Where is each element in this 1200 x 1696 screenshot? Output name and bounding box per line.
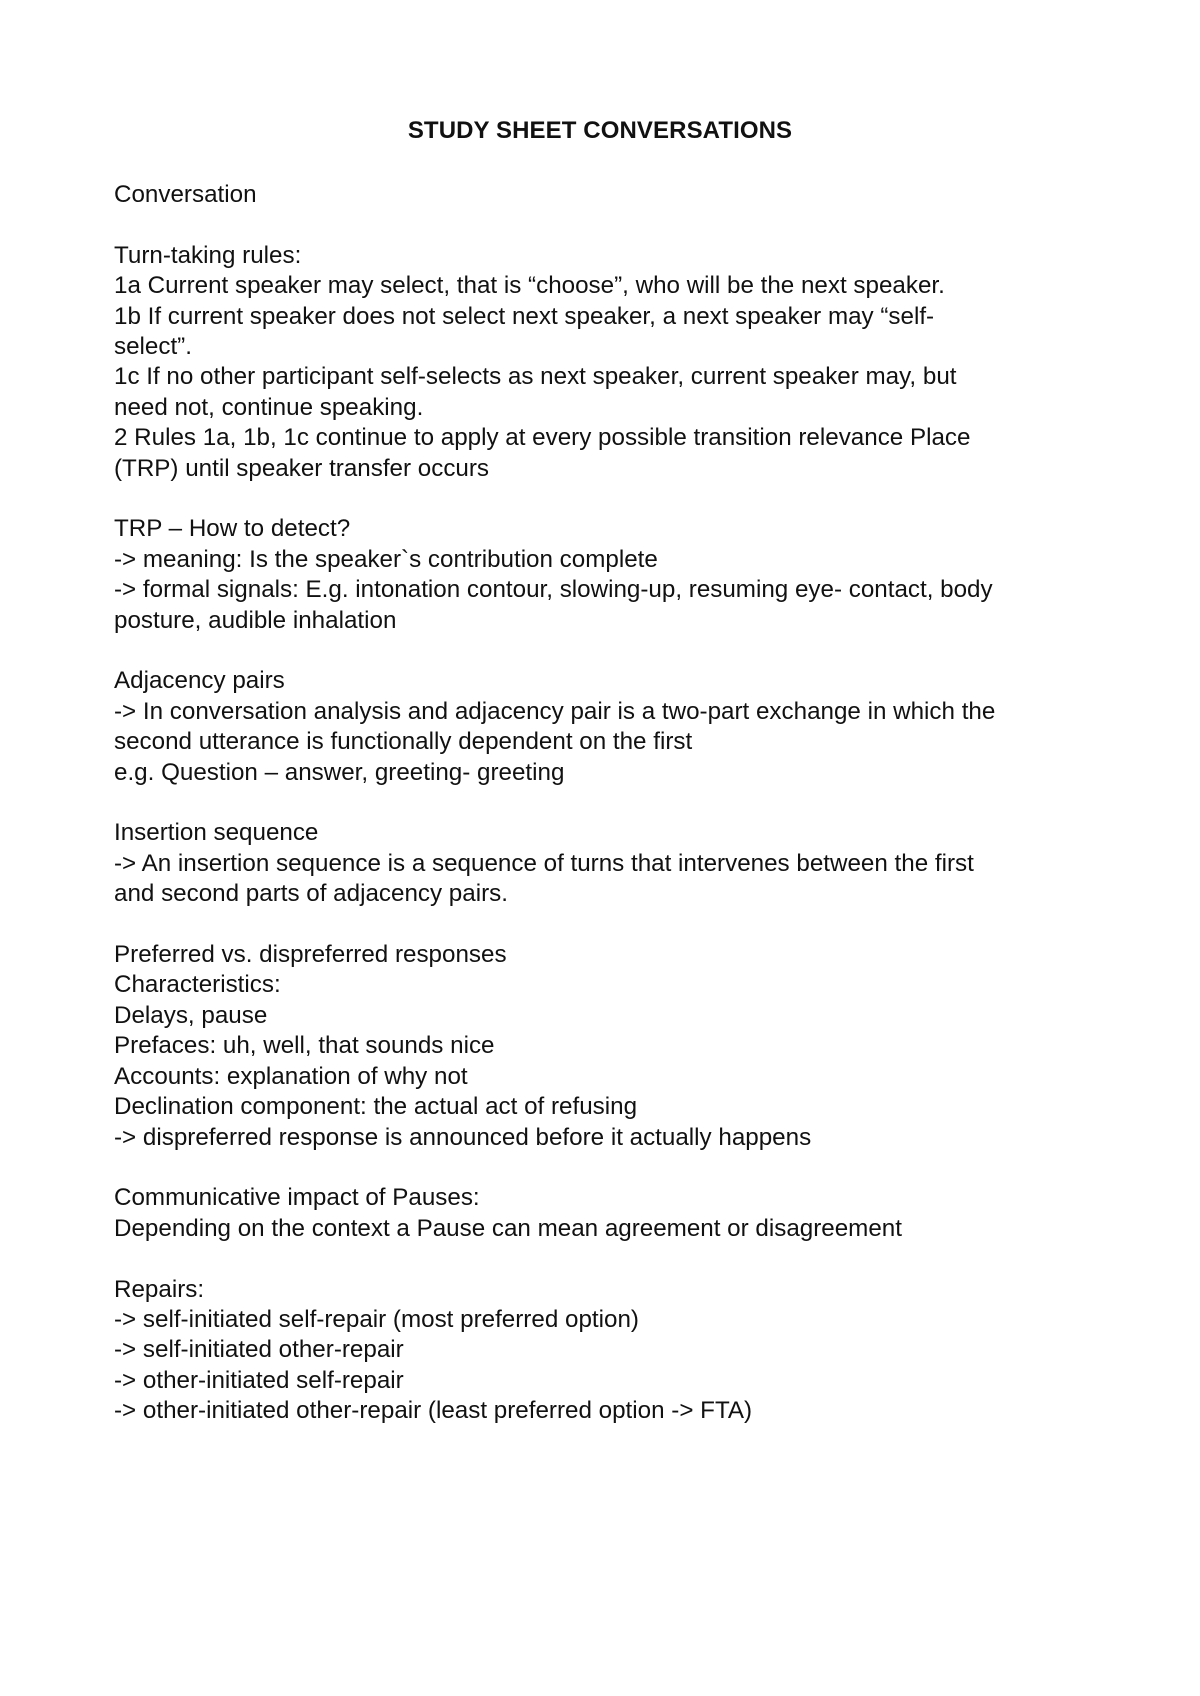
text-line: 2 Rules 1a, 1b, 1c continue to apply at every possible transition relevance Place <box>114 424 971 452</box>
text-line: -> dispreferred response is announced before it actually happens <box>114 1123 812 1151</box>
section-heading-line: Insertion sequence <box>114 819 319 847</box>
section-spacer <box>114 484 1114 514</box>
section-heading-line: Preferred vs. dispreferred responses <box>114 941 507 969</box>
text-line: Depending on the context a Pause can mean agreement or disagreement <box>114 1214 902 1242</box>
text-line: -> other-initiated other-repair (least preferred option -> FTA) <box>114 1397 753 1425</box>
text-line: -> formal signals: E.g. intonation contour, slowing-up, resuming eye- contact, body <box>114 576 993 604</box>
text-line: posture, audible inhalation <box>114 606 397 634</box>
text-line: second utterance is functionally dependent on the first <box>114 728 693 756</box>
section-spacer <box>114 636 1114 666</box>
text-line: and second parts of adjacency pairs. <box>114 880 508 908</box>
text-line: need not, continue speaking. <box>114 393 424 421</box>
text-line: -> In conversation analysis and adjacency pair is a two-part exchange in which the <box>114 697 996 725</box>
section-heading-line: Repairs: <box>114 1275 205 1303</box>
section-heading-line: Conversation <box>114 181 257 208</box>
text-line: (TRP) until speaker transfer occurs <box>114 454 490 482</box>
text-line: -> meaning: Is the speaker`s contribution complete <box>114 545 658 573</box>
section-spacer <box>114 210 1114 240</box>
document-section <box>114 180 1114 210</box>
text-line: e.g. Question – answer, greeting- greeting <box>114 758 565 786</box>
section-spacer <box>114 1153 1114 1183</box>
text-line: Accounts: explanation of why not <box>114 1062 468 1090</box>
document-section <box>114 666 1114 788</box>
section-spacer <box>114 1244 1114 1274</box>
text-line: select”. <box>114 333 192 361</box>
text-line: Prefaces: uh, well, that sounds nice <box>114 1032 495 1060</box>
text-line: 1b If current speaker does not select next speaker, a next speaker may “self- <box>114 302 935 330</box>
document-title: STUDY SHEET CONVERSATIONS <box>407 117 793 144</box>
document-section <box>114 1183 1114 1244</box>
section-heading-line: Turn-taking rules: <box>114 241 302 269</box>
text-line: -> self-initiated other-repair <box>114 1336 404 1364</box>
text-line: -> other-initiated self-repair <box>114 1366 404 1394</box>
document-section <box>114 818 1114 909</box>
section-heading-line: Communicative impact of Pauses: <box>114 1184 480 1212</box>
section-heading-line: TRP – How to detect? <box>114 515 351 543</box>
text-line: 1c If no other participant self-selects as next speaker, current speaker may, but <box>114 363 957 391</box>
section-spacer <box>114 788 1114 818</box>
document-section <box>114 241 1114 484</box>
text-line: 1a Current speaker may select, that is “choose”, who will be the next speaker. <box>114 272 945 300</box>
text-line: -> An insertion sequence is a sequence of turns that intervenes between the first <box>114 849 974 877</box>
document-section <box>114 940 1114 1153</box>
section-heading-line: Adjacency pairs <box>114 667 285 695</box>
document-section <box>114 1275 1114 1427</box>
text-line: Characteristics: <box>114 971 281 999</box>
text-line: -> self-initiated self-repair (most preferred option) <box>114 1305 639 1333</box>
text-line: Delays, pause <box>114 1001 268 1029</box>
text-line: Declination component: the actual act of refusing <box>114 1093 638 1121</box>
document-section <box>114 514 1114 636</box>
section-spacer <box>114 910 1114 940</box>
document-body <box>114 180 1114 1427</box>
